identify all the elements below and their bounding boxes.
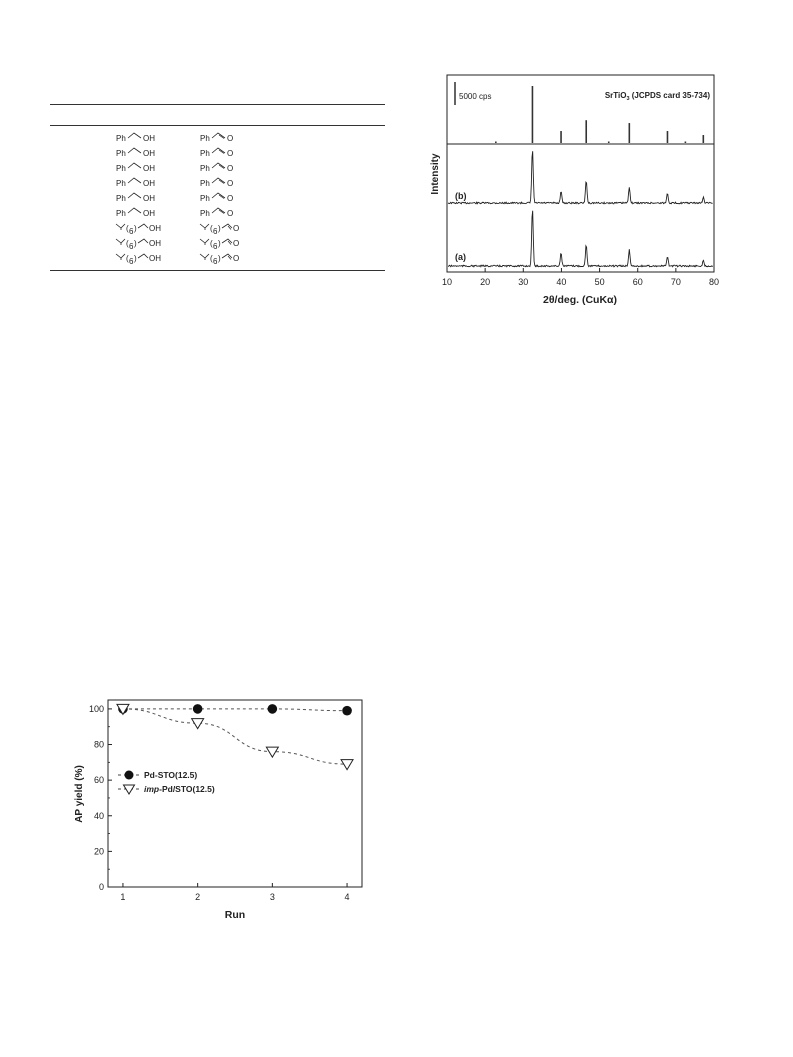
point-imp-pd-sto: [341, 760, 353, 770]
reuse-y-tick-label: 20: [93, 846, 104, 857]
product-suffix: O: [227, 134, 234, 143]
xrd-y-axis-label: Intensity: [430, 153, 441, 195]
substrate-suffix: OH: [143, 164, 155, 173]
substrate-bracket-close: ): [134, 239, 137, 248]
product-prefix: Ph: [200, 149, 210, 158]
product-prefix: Ph: [200, 209, 210, 218]
product-bond: [222, 224, 232, 228]
product-prefix: Ph: [200, 179, 210, 188]
product-bond: [222, 254, 232, 258]
product-prefix: Ph: [200, 134, 210, 143]
reuse-y-tick-label: 40: [93, 810, 104, 821]
substrate-bond: [138, 254, 148, 258]
substrate-subscript: 6: [129, 257, 134, 266]
product-suffix: O: [227, 194, 234, 203]
substrate-suffix: OH: [143, 179, 155, 188]
substrate-suffix: OH: [149, 224, 161, 233]
product-suffix: O: [227, 179, 234, 188]
reuse-x-tick-label: 1: [120, 892, 126, 902]
product-bracket-open: (: [210, 224, 213, 233]
substrate-structure: [116, 193, 155, 203]
xrd-trace-b: [448, 151, 713, 204]
substrate-subscript: 6: [129, 242, 134, 251]
series-line-pd-sto: [123, 709, 347, 711]
substrate-bracket-open: (: [126, 239, 129, 248]
xrd-x-tick-label: 50: [594, 277, 605, 287]
product-prefix: Ph: [200, 164, 210, 173]
product-bond: [212, 163, 225, 168]
substrate-structure: [116, 148, 155, 158]
substrate-bracket-open: (: [126, 224, 129, 233]
reuse-x-tick-label: 4: [344, 892, 350, 902]
table-bottom-rule: [50, 270, 385, 271]
substrate-bond: [128, 148, 141, 153]
substrate-chain: [116, 224, 125, 230]
xrd-plot-frame: [447, 75, 714, 272]
product-bracket-close: ): [218, 239, 221, 248]
substrate-structure: [116, 208, 155, 218]
series-line-imp-pd-sto: [123, 709, 347, 764]
product-bond: [212, 193, 225, 198]
point-pd-sto: [342, 706, 352, 716]
product-suffix: O: [227, 149, 234, 158]
product-suffix: O: [227, 209, 234, 218]
xrd-x-tick-label: 30: [518, 277, 529, 287]
product-structure: [200, 254, 239, 266]
xrd-x-tick-label: 40: [556, 277, 567, 287]
substrate-chain: [116, 254, 125, 260]
substrate-prefix: Ph: [116, 209, 126, 218]
substrate-bond: [128, 163, 141, 168]
reaction-table: [100, 128, 260, 268]
substrate-bond: [138, 224, 148, 228]
product-subscript: 6: [213, 242, 218, 251]
substrate-bond: [128, 133, 141, 138]
product-suffix: O: [227, 164, 234, 173]
substrate-structure: [116, 133, 155, 143]
substrate-bond: [128, 208, 141, 213]
substrate-structure: [116, 163, 155, 173]
product-bond: [222, 239, 232, 243]
xrd-x-tick-label: 10: [441, 277, 453, 287]
reuse-x-tick-label: 2: [195, 892, 201, 902]
substrate-prefix: Ph: [116, 194, 126, 203]
substrate-suffix: OH: [149, 239, 161, 248]
product-bond: [212, 133, 225, 138]
table-header-rule: [50, 125, 385, 126]
product-suffix: O: [233, 254, 240, 263]
product-structure: [200, 148, 233, 158]
xrd-x-tick-label: 80: [708, 277, 720, 287]
product-suffix: O: [233, 239, 240, 248]
product-bond: [212, 148, 225, 153]
legend-label-imp-pd-sto: imp-Pd/STO(12.5): [144, 784, 215, 794]
reuse-x-tick-label: 3: [269, 892, 275, 902]
reuse-x-axis-label: Run: [224, 909, 246, 921]
product-structure: [200, 133, 233, 143]
substrate-suffix: OH: [143, 149, 155, 158]
reuse-y-tick-label: 60: [93, 775, 104, 786]
substrate-bond: [138, 239, 148, 243]
point-pd-sto: [268, 704, 278, 714]
reuse-y-axis-label: AP yield (%): [74, 765, 85, 823]
xrd-x-tick-label: 60: [632, 277, 643, 287]
product-bond: [212, 178, 225, 183]
substrate-subscript: 6: [129, 227, 134, 236]
reference-label: SrTiO$_3$ (JCPDS card 35-734): [604, 91, 710, 102]
substrate-chain: [116, 239, 125, 245]
product-subscript: 6: [213, 257, 218, 266]
table-top-rule: [50, 104, 385, 105]
substrate-bracket-close: ): [134, 224, 137, 233]
legend-label-pd-sto: Pd-STO(12.5): [144, 770, 198, 780]
product-chain: [200, 254, 209, 260]
product-prefix: Ph: [200, 194, 210, 203]
legend-marker-pd-sto: [125, 771, 134, 780]
substrate-bracket-close: ): [134, 254, 137, 263]
reuse-y-tick-label: 80: [93, 739, 104, 750]
xrd-x-tick-label: 20: [480, 277, 491, 287]
substrate-prefix: Ph: [116, 149, 126, 158]
substrate-bond: [128, 193, 141, 198]
substrate-prefix: Ph: [116, 164, 126, 173]
product-bracket-close: ): [218, 254, 221, 263]
product-chain: [200, 224, 209, 230]
reuse-chart: [70, 695, 370, 935]
xrd-series-label-a: (a): [455, 252, 466, 262]
xrd-trace-a: [448, 211, 713, 267]
reuse-legend: [118, 770, 215, 794]
xrd-x-tick-label: 70: [670, 277, 681, 287]
substrate-structure: [116, 254, 161, 266]
substrate-prefix: Ph: [116, 134, 126, 143]
scale-bar-label: 5000 cps: [459, 92, 492, 101]
xrd-chart: [425, 70, 725, 310]
substrate-structure: [116, 224, 161, 236]
product-structure: [200, 163, 233, 173]
substrate-structure: [116, 239, 161, 251]
product-subscript: 6: [213, 227, 218, 236]
product-suffix: O: [233, 224, 240, 233]
product-bracket-open: (: [210, 254, 213, 263]
product-bond: [212, 208, 225, 213]
product-bracket-open: (: [210, 239, 213, 248]
substrate-prefix: Ph: [116, 179, 126, 188]
substrate-suffix: OH: [143, 134, 155, 143]
substrate-suffix: OH: [149, 254, 161, 263]
product-structure: [200, 178, 233, 188]
product-chain: [200, 239, 209, 245]
point-pd-sto: [193, 704, 203, 714]
substrate-bond: [128, 178, 141, 183]
substrate-suffix: OH: [143, 209, 155, 218]
product-structure: [200, 208, 233, 218]
substrate-bracket-open: (: [126, 254, 129, 263]
substrate-structure: [116, 178, 155, 188]
product-bracket-close: ): [218, 224, 221, 233]
product-structure: [200, 193, 233, 203]
substrate-suffix: OH: [143, 194, 155, 203]
xrd-x-axis-label: 2θ/deg. (CuKα): [543, 294, 617, 306]
reuse-y-tick-label: 100: [88, 703, 104, 714]
reuse-y-tick-label: 0: [98, 882, 104, 892]
xrd-series-label-b: (b): [455, 191, 467, 201]
product-structure: [200, 224, 239, 236]
product-structure: [200, 239, 239, 251]
